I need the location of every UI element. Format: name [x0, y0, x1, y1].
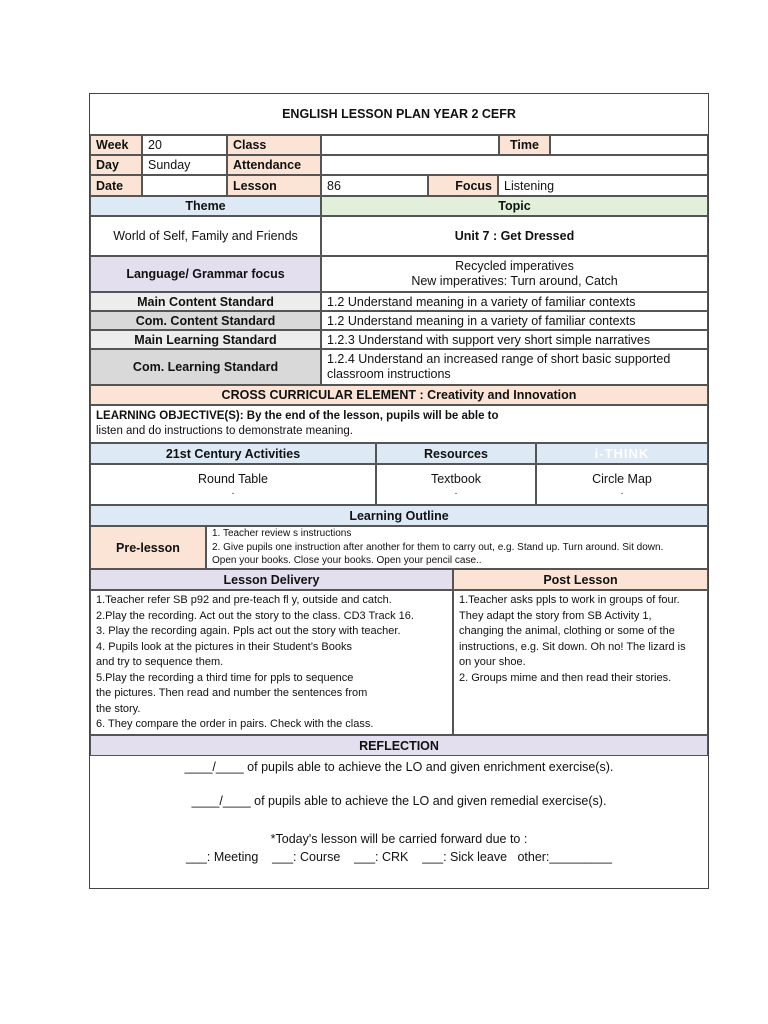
- resource-value: [376, 464, 536, 505]
- delivery-line: 6. They compare the order in pairs. Check with the class.: [96, 718, 374, 730]
- main-learning-standard-value: 1.2.3 Understand with support very short simple narratives: [321, 330, 708, 349]
- learning-objective-label: LEARNING OBJECTIVE(S): By the end of the lesson, pupils will be able to: [96, 409, 499, 422]
- main-learning-standard-label: Main Learning Standard: [90, 330, 321, 349]
- language-focus-value: [321, 256, 708, 292]
- time-label: Time: [499, 135, 550, 155]
- delivery-line: and try to sequence them.: [96, 656, 224, 668]
- attendance-value[interactable]: [321, 155, 708, 175]
- post-line: 1.Teacher asks ppls to work in groups of four.: [459, 594, 680, 606]
- com-content-standard-value: 1.2 Understand meaning in a variety of familiar contexts: [321, 311, 708, 330]
- pre-lesson-label: Pre-lesson: [90, 526, 206, 569]
- main-content-standard-value: 1.2 Understand meaning in a variety of familiar contexts: [321, 292, 708, 311]
- activity-dot: .: [231, 486, 235, 498]
- reflection-reasons: ___: Meeting ___: Course ___: CRK ___: Sick leave other:_________: [186, 850, 612, 864]
- attendance-label: Attendance: [227, 155, 321, 175]
- activity-value: [90, 464, 376, 505]
- delivery-line: 2.Play the recording. Act out the story to the class. CD3 Track 16.: [96, 609, 414, 622]
- ithink-dot: .: [620, 486, 624, 498]
- reflection-remedial: ____/____ of pupils able to achieve the LO and given remedial exercise(s).: [191, 794, 607, 808]
- delivery-line: 1.Teacher refer SB p92 and pre-teach fl y, outside and catch.: [96, 594, 392, 606]
- date-value[interactable]: [142, 175, 227, 196]
- century-activities-header: 21st Century Activities: [90, 443, 376, 464]
- post-line: on your shoe.: [459, 656, 526, 668]
- day-value[interactable]: Sunday: [142, 155, 227, 175]
- post-lesson-header: Post Lesson: [453, 569, 708, 590]
- day-label: Day: [90, 155, 142, 175]
- week-label: Week: [90, 135, 142, 155]
- pre-lesson-line: 2. Give pupils one instruction after another for them to carry out, e.g. Stand up. Turn around. Sit down.: [212, 541, 664, 553]
- learning-outline-header: Learning Outline: [90, 505, 708, 526]
- com-learning-standard-value: [321, 349, 708, 385]
- post-lesson-content: [453, 590, 708, 735]
- reflection-header: REFLECTION: [90, 735, 708, 756]
- lesson-label: Lesson: [227, 175, 321, 196]
- week-value[interactable]: 20: [142, 135, 227, 155]
- theme-value: World of Self, Family and Friends: [90, 216, 321, 256]
- language-focus-label: Language/ Grammar focus: [90, 256, 321, 292]
- focus-label: Focus: [428, 175, 498, 196]
- language-focus-line: New imperatives: Turn around, Catch: [411, 274, 618, 288]
- pre-lesson-line: Open your books. Close your books. Open your pencil case..: [212, 555, 482, 567]
- cross-curricular-element: CROSS CURRICULAR ELEMENT : Creativity and Innovation: [90, 385, 708, 405]
- pre-lesson-line: 1. Teacher review s instructions: [212, 528, 352, 540]
- learning-objective: [90, 405, 708, 443]
- class-value[interactable]: [321, 135, 499, 155]
- post-line: 2. Groups mime and then read their stories.: [459, 671, 672, 684]
- page-title: ENGLISH LESSON PLAN YEAR 2 CEFR: [90, 94, 708, 135]
- delivery-line: 5.Play the recording a third time for ppls to sequence: [96, 671, 354, 684]
- ithink-header: [536, 443, 708, 464]
- pre-lesson-content: [206, 526, 708, 569]
- com-content-standard-label: Com. Content Standard: [90, 311, 321, 330]
- resource-text: Textbook: [430, 471, 482, 486]
- main-content-standard-label: Main Content Standard: [90, 292, 321, 311]
- reflection-enrichment: ____/____ of pupils able to achieve the LO and given enrichment exercise(s).: [184, 760, 614, 774]
- lesson-plan-sheet: [89, 93, 709, 889]
- com-learning-line: classroom instructions: [327, 367, 451, 381]
- topic-value: Unit 7 : Get Dressed: [321, 216, 708, 256]
- com-learning-standard-label: Com. Learning Standard: [90, 349, 321, 385]
- date-label: Date: [90, 175, 142, 196]
- topic-header: Topic: [321, 196, 708, 216]
- ithink-value: [536, 464, 708, 505]
- post-line: instructions, e.g. Sit down. Oh no! The lizard is: [459, 640, 686, 653]
- time-value[interactable]: [550, 135, 708, 155]
- post-line: They adapt the story from SB Activity 1,: [459, 609, 652, 622]
- lesson-delivery-content: [90, 590, 453, 735]
- com-learning-line: 1.2.4 Understand an increased range of short basic supported: [327, 351, 671, 366]
- lesson-delivery-header: Lesson Delivery: [90, 569, 453, 590]
- reflection-carried-forward: *Today's lesson will be carried forward due to :: [270, 832, 528, 846]
- focus-value[interactable]: Listening: [498, 175, 708, 196]
- resources-header: Resources: [376, 443, 536, 464]
- delivery-line: the pictures. Then read and number the sentences from: [96, 687, 368, 699]
- post-line: changing the animal, clothing or some of the: [459, 625, 675, 637]
- delivery-line: 3. Play the recording again. Ppls act out the story with teacher.: [96, 625, 401, 637]
- reflection-content: [90, 756, 708, 888]
- theme-header: Theme: [90, 196, 321, 216]
- resource-dot: .: [454, 486, 458, 498]
- language-focus-line: Recycled imperatives: [455, 258, 574, 273]
- lesson-value[interactable]: 86: [321, 175, 428, 196]
- activity-text: Round Table: [198, 471, 268, 486]
- ithink-text: Circle Map: [592, 471, 652, 486]
- class-label: Class: [227, 135, 321, 155]
- delivery-line: the story.: [96, 702, 141, 715]
- ithink-logo: i-THINK: [594, 446, 650, 461]
- learning-objective-text: listen and do instructions to demonstrate meaning.: [96, 425, 353, 437]
- delivery-line: 4. Pupils look at the pictures in their Student’s Books: [96, 640, 352, 653]
